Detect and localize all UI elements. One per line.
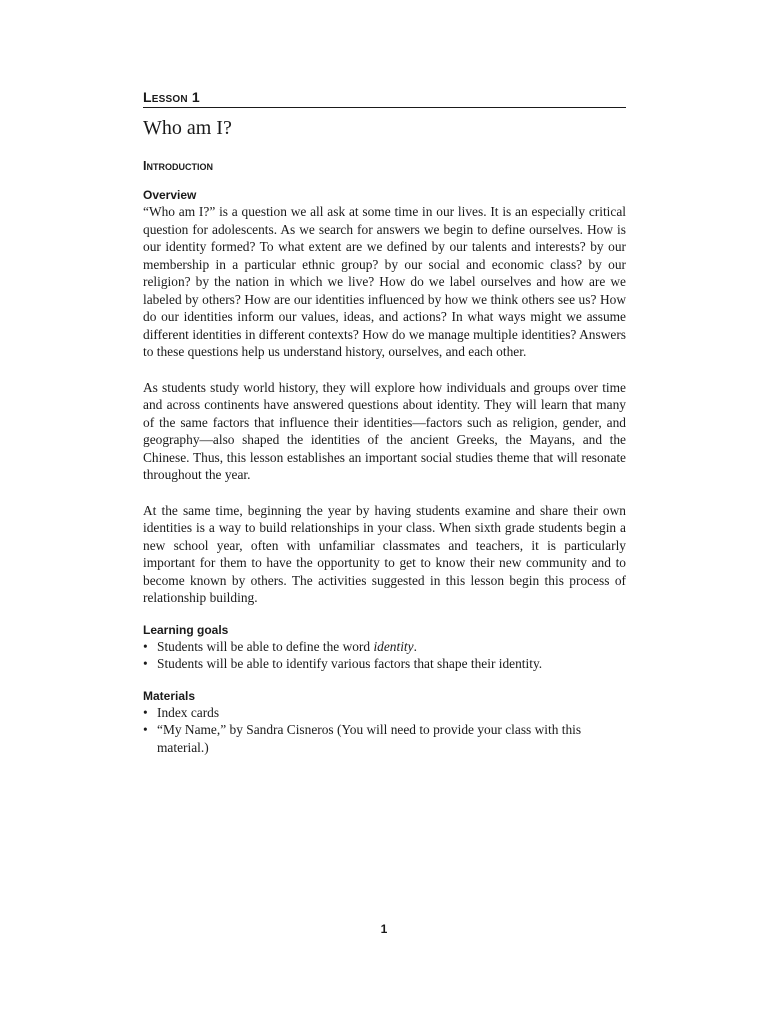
subheading-learning-goals: Learning goals (143, 622, 229, 637)
overview-paragraph-1: “Who am I?” is a question we all ask at some time in our lives. It is an especially critical question for adolescents. As we search for answers we begin to define ourselves. How is our identity formed? To what extent are we defined by our talents and interests? by our membership in a particular ethnic group? by our social and economic class? by our religion? by the nation in which we live? How do we label ourselves and how are we labeled by others? How are our identities influenced by how we think others see us? How do our identities inform our values, ideas, and actions? In what ways might we assume different identities in different contexts? How do we manage multiple identities? Answers to these questions help us understand history, ourselves, and each other. (143, 204, 626, 359)
overview-paragraph-3: At the same time, beginning the year by having students examine and share their own identities is a way to build relationships in your class. When sixth grade students begin a new school year, often with unfamiliar classmates and teachers, it is particularly important for them to have the opportunity to get to know their new community and to become known by others. The activities suggested in this lesson begin this process of relationship building. (143, 502, 626, 605)
page-content (143, 88, 626, 756)
learning-goals-list (143, 638, 626, 673)
page-number: 1 (380, 922, 388, 936)
lesson-title: Who am I? (143, 117, 232, 139)
list-item (143, 721, 626, 756)
section-heading-introduction: Introduction (143, 159, 213, 173)
learning-goal-text-before: Students will be able to define the word (157, 638, 374, 654)
bullet-icon: • (143, 638, 148, 654)
materials-list (143, 704, 626, 757)
material-text: “My Name,” by Sandra Cisneros (You will need to provide your class with this material.) (157, 722, 582, 755)
overview-paragraph-2: As students study world history, they will explore how individuals and groups over time and across continents have answered questions about identity. They will learn that many of the same factors that influence their identities—factors such as religion, gender, and geography—also shaped the identities of the ancient Greeks, the Mayans, and the Chinese. Thus, this lesson establishes an important social studies theme that will resonate throughout the year. (143, 379, 626, 482)
learning-goal-text-after: . (413, 638, 417, 654)
subheading-materials: Materials (143, 688, 196, 703)
bullet-icon: • (143, 656, 148, 671)
learning-goal-text: Students will be able to identify various factors that shape their identity. (157, 656, 543, 671)
material-text: Index cards (157, 704, 220, 720)
lesson-label: Lesson 1 (143, 88, 626, 108)
learning-goal-emphasis: identity (373, 638, 414, 654)
list-item (143, 655, 626, 673)
list-item (143, 638, 626, 656)
subheading-overview: Overview (143, 188, 197, 202)
list-item (143, 704, 626, 722)
bullet-icon: • (143, 704, 148, 720)
bullet-icon: • (143, 722, 148, 737)
